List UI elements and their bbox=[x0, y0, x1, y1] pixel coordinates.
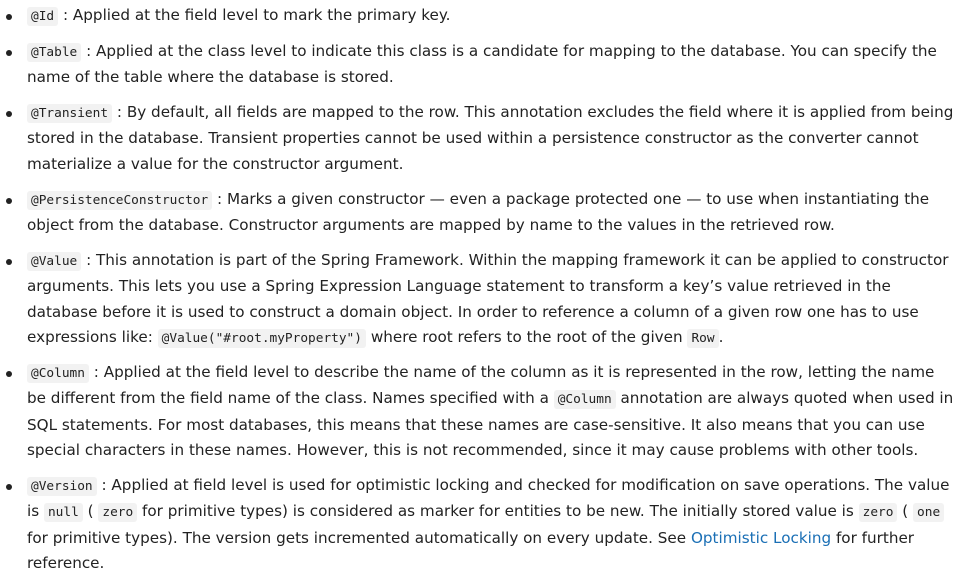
item-description: where root refers to the root of the given bbox=[370, 327, 683, 346]
item-description: : By default, all fields are mapped to the row. This annotation excludes the field where it is applied from being stored in the database. Transient properties cannot be used within a persistence constructor as the converter cannot materialize a value for the constructor argument. bbox=[27, 103, 954, 173]
list-item-column bbox=[27, 360, 957, 463]
bullet-icon bbox=[6, 371, 12, 377]
list-item-version bbox=[27, 473, 957, 576]
code-id: @Id bbox=[27, 7, 58, 26]
bullet-icon bbox=[6, 259, 12, 265]
code-null: null bbox=[44, 503, 83, 522]
bullet-icon bbox=[6, 50, 12, 56]
code-row: Row bbox=[687, 329, 718, 348]
item-description: for further reference. bbox=[27, 528, 915, 572]
bullet-icon bbox=[6, 14, 12, 20]
code-column-inline: @Column bbox=[554, 390, 616, 409]
bullet-icon bbox=[6, 198, 12, 204]
code-transient: @Transient bbox=[27, 104, 112, 123]
code-value: @Value bbox=[27, 252, 81, 271]
item-description: : Applied at the field level to mark the primary key. bbox=[62, 6, 451, 24]
code-zero-initial: zero bbox=[859, 503, 898, 522]
item-description: ( bbox=[87, 502, 94, 521]
item-description: for primitive types) is considered as marker for entities to be new. The initially stored value is bbox=[142, 502, 854, 521]
list-item-persistence-constructor bbox=[27, 187, 957, 239]
code-version: @Version bbox=[27, 477, 97, 496]
optimistic-locking-link[interactable]: Optimistic Locking bbox=[690, 528, 832, 547]
bullet-icon bbox=[6, 111, 12, 117]
item-description: : Applied at the class level to indicate this class is a candidate for mapping to the database. You can specify the name of the table where the database is stored. bbox=[27, 42, 937, 87]
list-item-id bbox=[27, 3, 957, 29]
list-item-transient bbox=[27, 100, 957, 177]
list-item-value bbox=[27, 248, 957, 351]
bullet-icon bbox=[6, 484, 12, 490]
item-description: : Applied at field level is used for optimistic locking and checked for modification on save operations. The value is bbox=[27, 476, 950, 521]
item-description: annotation are always quoted when used in SQL statements. For most databases, this means that these names are case-sensitive. It also means that you can use special characters in these names. However, this is not recommended, since it may cause problems with other tools. bbox=[27, 389, 954, 459]
item-description: ( bbox=[902, 502, 909, 521]
code-persistence-constructor: @PersistenceConstructor bbox=[27, 191, 212, 210]
item-description: for primitive types). The version gets incremented automatically on every update. See bbox=[27, 528, 687, 547]
item-description: : This annotation is part of the Spring Framework. Within the mapping framework it can be applied to constructor arguments. This lets you use a Spring Expression Language statement to transform a key’s value retrieved in the database before it is used to construct a domain object. In order to reference a column of a given row one has to use expressions like: bbox=[27, 251, 949, 346]
code-zero: zero bbox=[98, 503, 137, 522]
code-column: @Column bbox=[27, 364, 89, 383]
item-description: : Marks a given constructor — even a package protected one — to use when instantiating the object from the database. Constructor arguments are mapped by name to the values in the retrieved row. bbox=[27, 190, 930, 235]
item-description: : Applied at the field level to describe the name of the column as it is represented in the row, letting the name be different from the field name of the class. Names specified with a bbox=[27, 363, 935, 408]
list-item-table bbox=[27, 39, 957, 91]
code-value-expression: @Value("#root.myProperty") bbox=[158, 329, 366, 348]
code-one: one bbox=[913, 503, 944, 522]
code-table: @Table bbox=[27, 43, 81, 62]
item-description: . bbox=[718, 327, 724, 346]
